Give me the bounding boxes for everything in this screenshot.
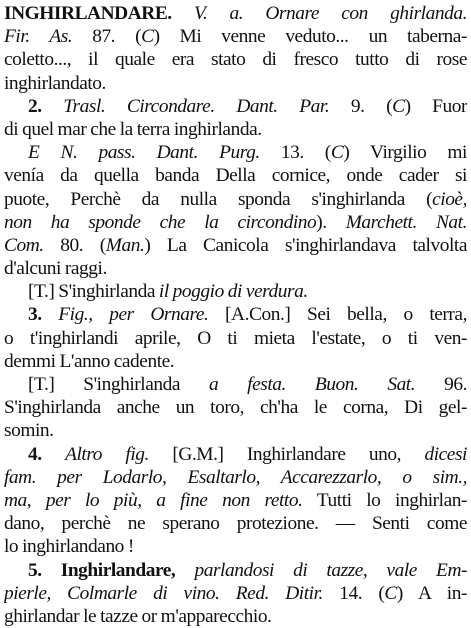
text-span: non ha sponde che la circondino [4,211,317,233]
text-line [4,95,467,118]
text-line [4,443,467,466]
text-line [4,373,467,396]
text-span: lo inghirlandano ! [4,536,134,558]
text-span [286,374,315,395]
text-line [4,419,467,442]
text-line [4,396,467,419]
text-line [4,535,467,558]
text-line [4,257,467,280]
text-span: [T.] S'inghirlanda [28,281,159,303]
text-span: [A.Con.] Sei bella, o terra, [208,304,467,326]
text-span: inghirlandato. [4,72,106,94]
text-span: o t'inghirlandi aprile, O ti mieta l'estate, o ti ven- [4,327,467,349]
text-line [4,164,467,187]
text-span: ) Virgilio mi [343,142,467,164]
text-line [4,327,467,350]
text-span: Buon. Sat. [314,374,416,395]
text-line [4,512,467,535]
text-line [4,25,467,48]
dictionary-entry [4,2,467,628]
text-span [42,304,59,325]
text-span: d'alcuni raggi. [4,258,107,280]
text-span: parlandosi di tazze, vale Em- [194,559,467,581]
text-span: demmi L'anno cadente. [4,350,175,372]
text-span: ). [316,211,346,233]
text-line [4,72,467,95]
text-span [175,560,194,581]
text-line [4,559,467,582]
text-span: 2. [28,95,42,117]
text-span: ghirlandar le tazze or m'apparecchio. [4,605,272,627]
text-span: Man. [105,234,145,256]
text-span: somin. [4,420,54,442]
text-span: C [141,26,154,48]
text-line [4,2,467,25]
text-span: pierle, Colmarle di vino. Red. Ditir. [4,582,323,604]
text-line [4,141,467,164]
text-span: venía da quella banda Della cornice, onde cader si [4,165,467,187]
text-line [4,211,467,234]
text-span: coletto..., il quale era stato di fresco tutto di rose [4,49,467,71]
text-span: Tutti lo inghirlan- [302,489,467,511]
text-span [172,3,194,24]
text-span: 14. ( [322,582,385,604]
text-span: Trasl. Circondare. Dant. Par. [63,95,330,117]
text-span: Fig., per Ornare. [58,304,209,326]
text-span: il poggio di verdura. [158,281,308,303]
text-span: 87. ( [72,26,142,48]
text-span: S'inghirlanda anche un toro, ch'ha le corna, Di gel- [4,397,467,419]
text-span [42,444,65,465]
text-line [4,234,467,257]
text-span: [G.M.] Inghirlandare uno, [148,443,425,465]
text-span: 96. [415,374,467,395]
text-line [4,582,467,605]
text-span: [T.] S'inghirlanda [28,374,209,395]
text-span: dano, perchè ne sperano protezione. — Senti come [4,513,467,535]
text-span: C [330,142,344,164]
text-span: INGHIRLANDARE. [4,3,172,24]
text-span: Fir. As. [4,26,73,48]
text-span: Marchett. Nat. [345,211,467,233]
text-span: 13. ( [259,142,331,164]
text-span: 9. ( [329,95,393,117]
text-line [4,118,467,141]
text-span: ) Fuor [404,95,467,117]
text-span: dicesi [424,443,467,465]
text-span: puote, Perchè da nulla sponda s'inghirlanda ( [4,188,433,210]
text-span: 4. [28,443,42,465]
text-span: 5. Inghirlandare, [28,559,176,581]
text-span: cioè, [432,188,467,210]
text-span: 3. [28,304,42,326]
text-line [4,466,467,489]
text-span: ) La Canicola s'inghirlandava talvolta [144,234,467,256]
text-line [4,489,467,512]
text-line [4,280,467,303]
text-span: E N. pass. Dant. Purg. [28,142,260,164]
text-line [4,48,467,71]
text-span: 80. ( [43,234,106,256]
text-span: C [392,95,405,117]
text-span: di quel mar che la terra inghirlanda. [4,118,262,140]
text-span [42,96,64,117]
text-span: C [384,582,397,604]
text-span: ) A in- [396,582,467,604]
text-span: a festa. [208,374,286,395]
text-span: ) Mi venne veduto... un taberna- [153,26,467,48]
text-span: Com. [4,234,44,256]
text-line [4,350,467,373]
text-line [4,303,467,326]
text-line [4,605,467,628]
text-span: ma, per lo più, a fine non retto. [4,489,303,511]
text-span: V. a. Ornare con ghirlanda. [193,3,467,24]
text-span: fam. per Lodarlo, Esaltarlo, Accarezzarlo, o sim., [4,466,467,488]
text-span: Altro fig. [65,443,149,465]
text-line [4,188,467,211]
